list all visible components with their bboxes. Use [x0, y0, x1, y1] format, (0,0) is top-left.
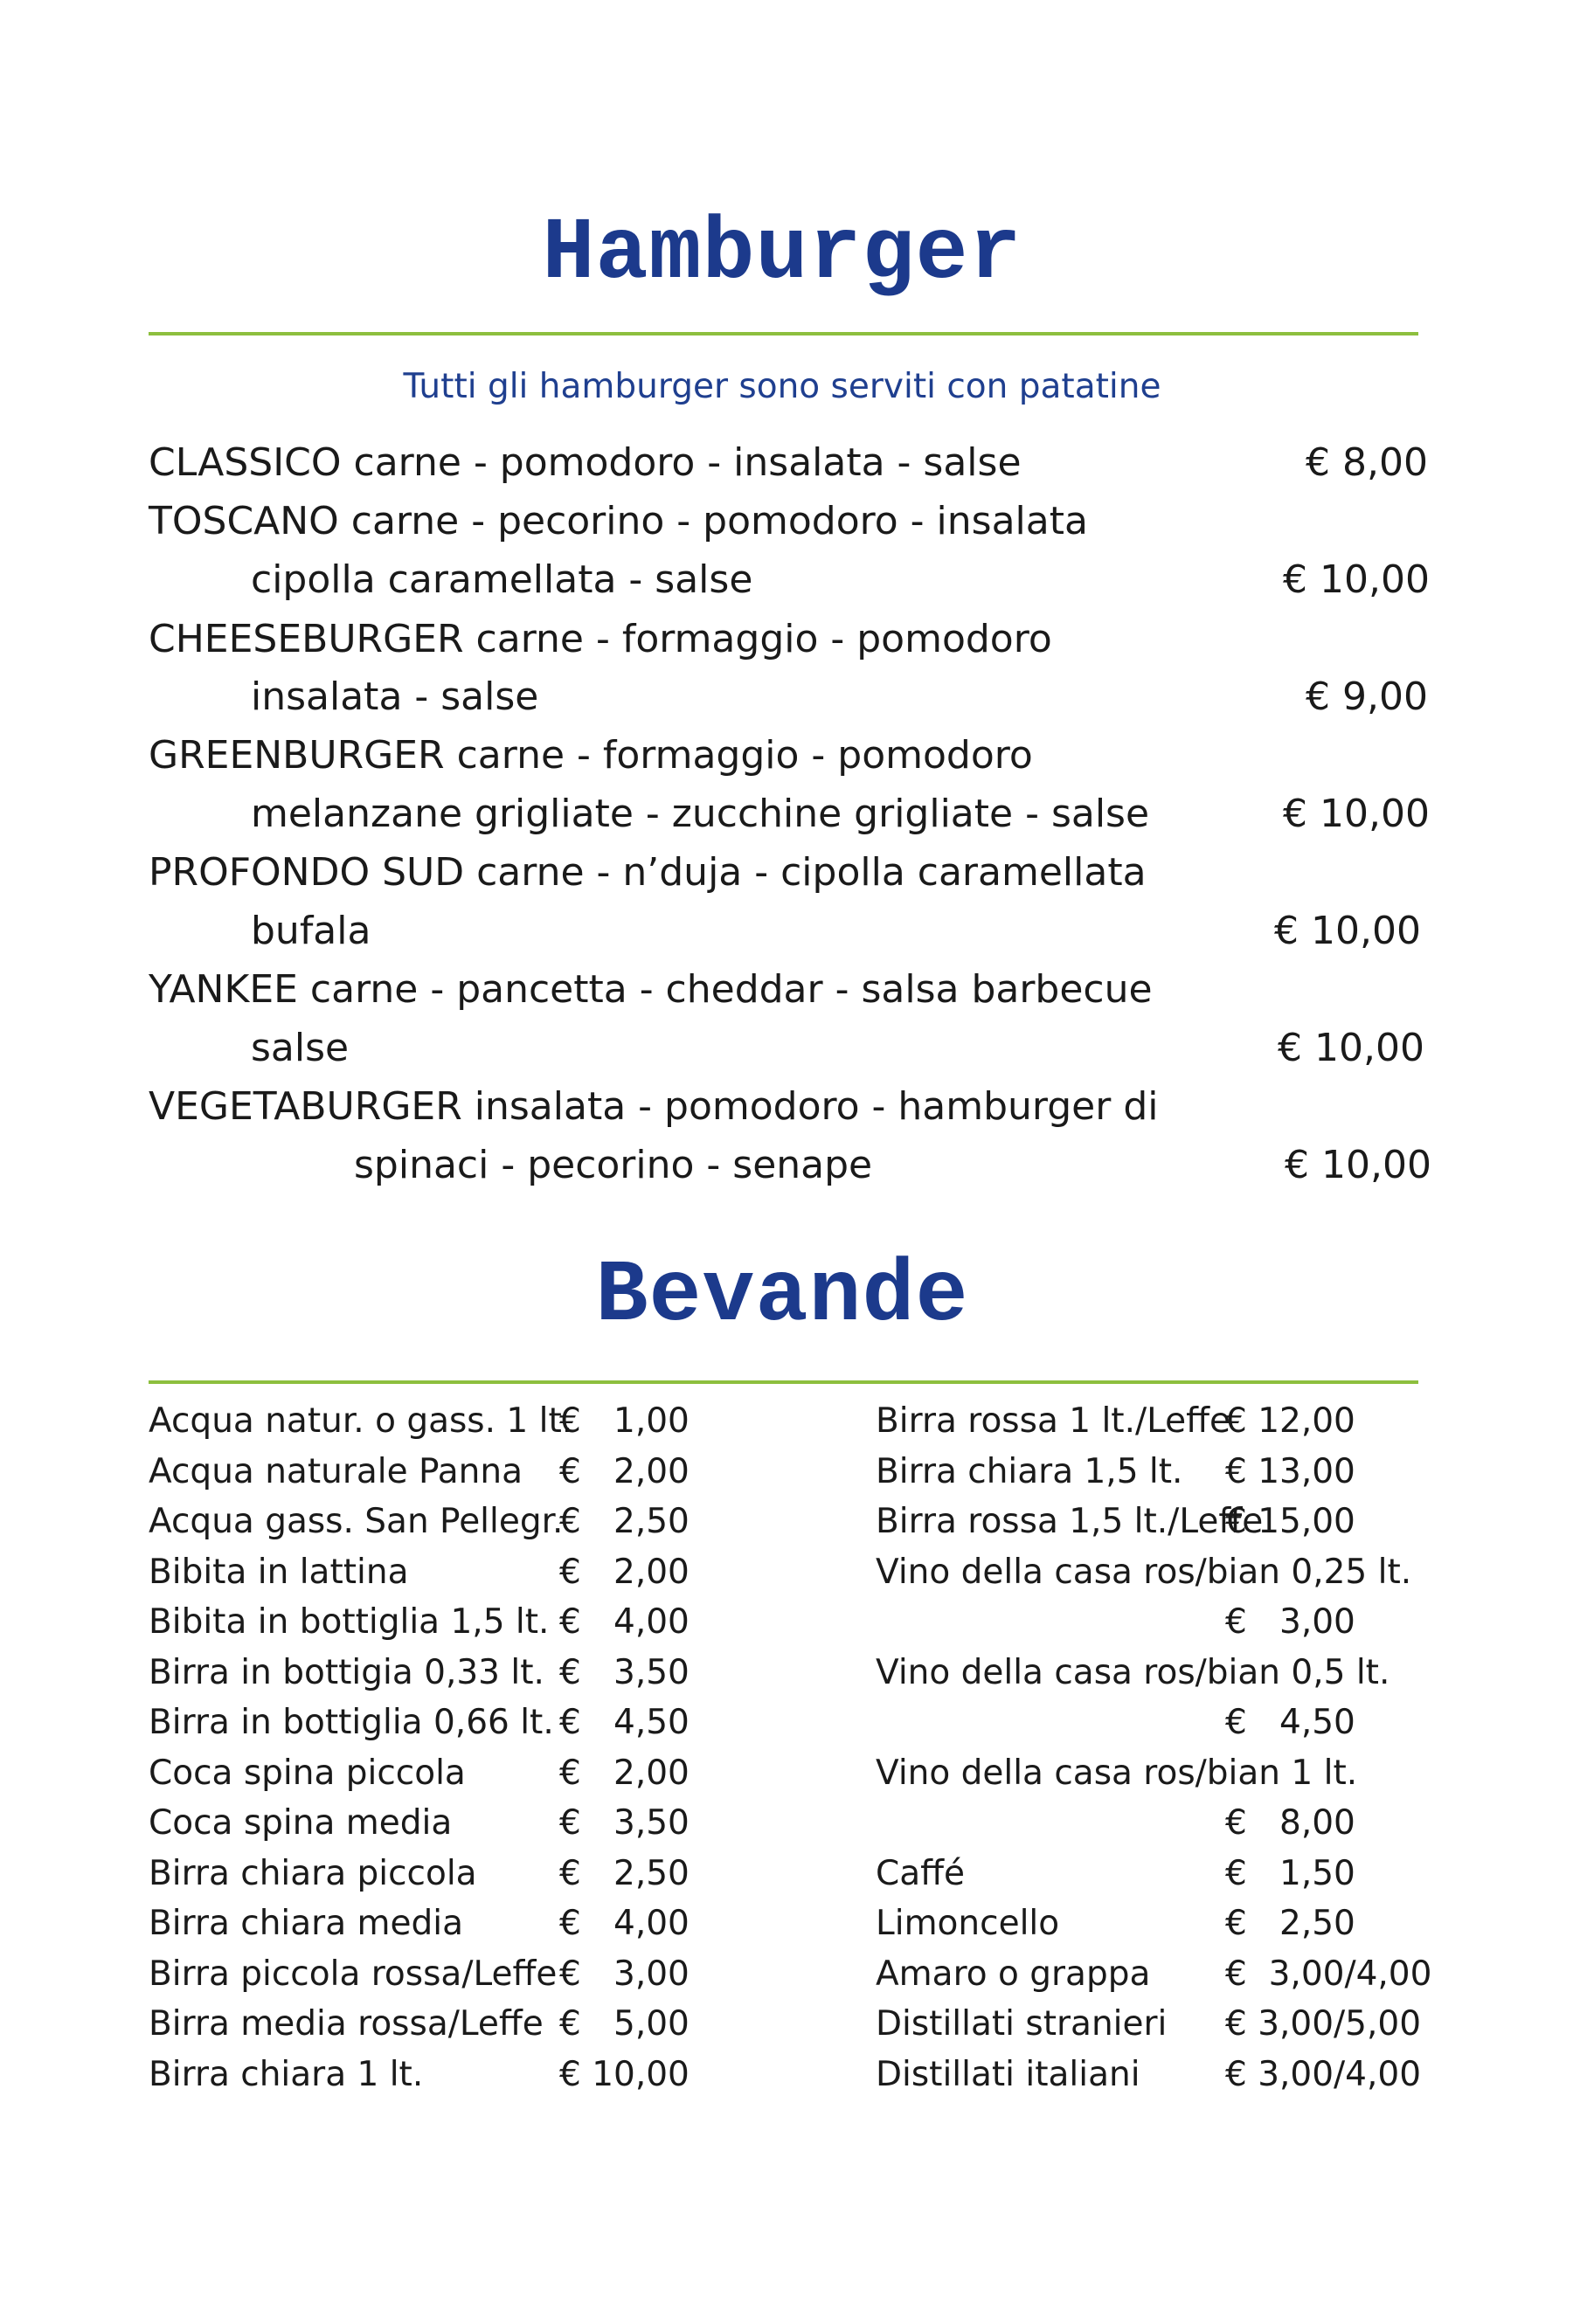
hamburger-description: CHEESEBURGER carne - formaggio - pomodoro	[149, 617, 1052, 661]
drink-price: € 3,00/4,00	[1225, 2054, 1422, 2094]
drink-price: € 3,00	[1225, 1602, 1355, 1642]
hamburger-line	[251, 674, 539, 719]
drink-name: Birra chiara 1 lt.	[149, 2054, 424, 2094]
hamburger-description: insalata - salse	[251, 674, 539, 719]
drink-price: € 8,00	[1225, 1803, 1355, 1843]
hamburger-line	[149, 440, 1022, 485]
hamburger-description: PROFONDO SUD carne - n’duja - cipolla caramellata	[149, 850, 1147, 895]
bevande-left-column	[149, 1396, 690, 2099]
drink-row	[149, 1798, 690, 1849]
hamburger-price: € 10,00	[1274, 909, 1421, 953]
drink-row	[149, 1999, 690, 2050]
drink-name: Acqua natur. o gass. 1 lt.	[149, 1401, 573, 1441]
hamburger-description: spinaci - pecorino - senape	[354, 1143, 873, 1187]
drink-row	[149, 1497, 690, 1547]
drink-price: € 2,00	[559, 1552, 690, 1592]
drink-row	[876, 1849, 1417, 1899]
drink-price: € 3,00/5,00	[1225, 2004, 1422, 2044]
drink-row	[149, 1698, 690, 1748]
drink-row	[876, 1798, 1417, 1849]
drink-price: € 2,50	[559, 1502, 690, 1541]
drink-name: Bibita in lattina	[149, 1552, 409, 1592]
hamburger-price: € 10,00	[1283, 792, 1430, 836]
drink-row	[149, 1849, 690, 1899]
drink-row	[149, 1396, 690, 1447]
drink-price: € 12,00	[1225, 1401, 1355, 1441]
drink-name: Birra media rossa/Leffe	[149, 2004, 544, 2044]
drink-name: Birra rossa 1,5 lt./Leffe	[876, 1502, 1264, 1541]
drink-price: € 2,00	[559, 1451, 690, 1491]
hamburger-line	[149, 499, 1088, 543]
drink-row	[876, 1447, 1417, 1497]
hamburger-divider	[149, 332, 1418, 335]
drink-name: Coca spina media	[149, 1803, 453, 1843]
hamburger-title: Hamburger	[542, 205, 1022, 304]
drink-price: € 2,00	[559, 1753, 690, 1793]
hamburger-line	[251, 1026, 350, 1070]
hamburger-line	[149, 850, 1147, 895]
drink-price: € 5,00	[559, 2004, 690, 2044]
hamburger-line	[251, 557, 753, 602]
drink-row	[876, 1497, 1417, 1547]
hamburger-price: € 8,00	[1306, 440, 1428, 485]
drink-price: € 3,50	[559, 1652, 690, 1692]
drink-name: Birra rossa 1 lt./Leffe	[876, 1401, 1231, 1441]
drink-name: Coca spina piccola	[149, 1753, 466, 1793]
drink-name: Amaro o grappa	[876, 1954, 1151, 1994]
drink-row	[876, 1648, 1417, 1698]
bevande-title: Bevande	[595, 1248, 969, 1346]
drink-row	[149, 1949, 690, 2000]
drink-price: € 4,50	[559, 1703, 690, 1742]
hamburger-price: € 9,00	[1306, 674, 1428, 719]
bevande-right-column	[876, 1396, 1432, 2099]
hamburger-line	[149, 967, 1153, 1012]
bevande-divider	[149, 1380, 1418, 1384]
hamburger-description: melanzane grigliate - zucchine grigliate - salse	[251, 792, 1150, 836]
drink-name: Birra piccola rossa/Leffe	[149, 1954, 558, 1994]
hamburger-description: cipolla caramellata - salse	[251, 557, 753, 602]
hamburger-price: € 10,00	[1283, 557, 1430, 602]
drink-price: € 1,00	[559, 1401, 690, 1441]
drink-name: Limoncello	[876, 1904, 1060, 1943]
hamburger-price: € 10,00	[1278, 1026, 1424, 1070]
drink-row	[149, 1748, 690, 1799]
drink-name: Birra chiara piccola	[149, 1853, 477, 1893]
hamburger-price: € 10,00	[1285, 1143, 1431, 1187]
drink-name: Vino della casa ros/bian 0,25 lt.	[876, 1552, 1412, 1592]
drink-price: € 1,50	[1225, 1853, 1355, 1893]
drink-name: Acqua naturale Panna	[149, 1451, 523, 1491]
hamburger-description: YANKEE carne - pancetta - cheddar - salsa barbecue	[149, 967, 1153, 1012]
drink-name: Bibita in bottiglia 1,5 lt.	[149, 1602, 550, 1642]
hamburger-description: TOSCANO carne - pecorino - pomodoro - insalata	[149, 499, 1088, 543]
drink-row	[149, 1597, 690, 1648]
drink-price: € 4,50	[1225, 1703, 1355, 1742]
hamburger-line	[149, 617, 1052, 661]
drink-row	[149, 2050, 690, 2100]
hamburger-line	[251, 792, 1150, 836]
drink-name: Vino della casa ros/bian 1 lt.	[876, 1753, 1358, 1793]
drink-row	[876, 2050, 1422, 2100]
drink-row	[149, 1547, 690, 1598]
hamburger-line	[251, 909, 371, 953]
drink-price: € 4,00	[559, 1602, 690, 1642]
drink-name: Acqua gass. San Pellegr.	[149, 1502, 564, 1541]
drink-row	[876, 1899, 1417, 1949]
hamburger-description: GREENBURGER carne - formaggio - pomodoro	[149, 733, 1033, 778]
drink-name: Distillati stranieri	[876, 2004, 1168, 2044]
hamburger-description: CLASSICO carne - pomodoro - insalata - salse	[149, 440, 1022, 485]
drink-row	[876, 1698, 1417, 1748]
drink-price: € 3,50	[559, 1803, 690, 1843]
drink-price: € 2,50	[1225, 1904, 1355, 1943]
hamburger-description: salse	[251, 1026, 350, 1070]
drink-row	[876, 1748, 1417, 1799]
drink-price: € 15,00	[1225, 1502, 1355, 1541]
drink-row	[876, 1547, 1417, 1598]
drink-name: Birra in bottigia 0,33 lt.	[149, 1652, 544, 1692]
drink-name: Birra in bottiglia 0,66 lt.	[149, 1703, 554, 1742]
drink-name: Birra chiara media	[149, 1904, 463, 1943]
hamburger-subtitle: Tutti gli hamburger sono serviti con patatine	[403, 367, 1161, 406]
drink-row	[876, 1597, 1417, 1648]
drink-price: € 13,00	[1225, 1451, 1355, 1491]
drink-price: € 10,00	[559, 2054, 690, 2094]
drink-name: Caffé	[876, 1853, 965, 1893]
drink-name: Vino della casa ros/bian 0,5 lt.	[876, 1652, 1390, 1692]
drink-row	[876, 1949, 1432, 2000]
drink-name: Distillati italiani	[876, 2054, 1140, 2094]
hamburger-description: VEGETABURGER insalata - pomodoro - hamburger di	[149, 1084, 1159, 1129]
drink-name: Birra chiara 1,5 lt.	[876, 1451, 1183, 1491]
hamburger-description: bufala	[251, 909, 371, 953]
drink-price: € 2,50	[559, 1853, 690, 1893]
drink-price: € 4,00	[559, 1904, 690, 1943]
hamburger-line	[149, 1084, 1159, 1129]
drink-row	[876, 1396, 1417, 1447]
drink-price: € 3,00	[559, 1954, 690, 1994]
hamburger-line	[354, 1143, 873, 1187]
drink-row	[876, 1999, 1422, 2050]
drink-row	[149, 1447, 690, 1497]
drink-row	[149, 1899, 690, 1949]
hamburger-line	[149, 733, 1033, 778]
drink-price: € 3,00/4,00	[1225, 1954, 1432, 1994]
drink-row	[149, 1648, 690, 1698]
